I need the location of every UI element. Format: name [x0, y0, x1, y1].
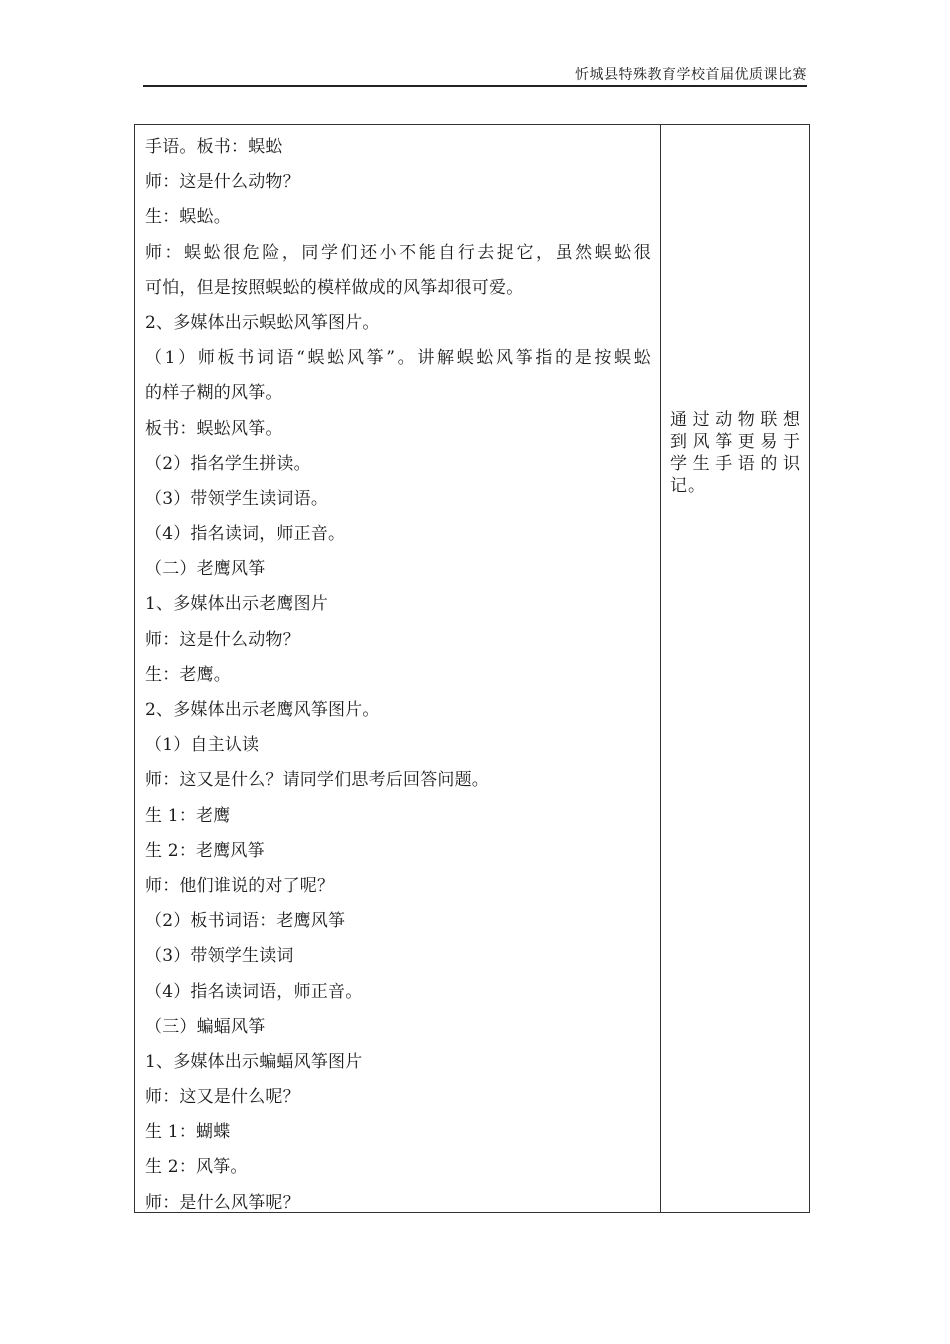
content-line: 生 1：蝴蝶: [145, 1122, 231, 1143]
content-line: 1、多媒体出示蝙蝠风筝图片: [145, 1051, 363, 1072]
content-line: 的样子糊的风筝。: [145, 383, 283, 404]
content-line: 2、多媒体出示蜈蚣风筝图片。: [145, 312, 380, 333]
lesson-content-column: [135, 125, 661, 1212]
content-line: 师：这又是什么？请同学们思考后回答问题。: [145, 770, 489, 791]
content-line: 师：这是什么动物？: [145, 172, 300, 193]
content-line: 手语。板书：蜈蚣: [145, 137, 283, 157]
content-line: （2）指名学生拼读。: [145, 453, 311, 474]
content-line: 可怕，但是按照蜈蚣的模样做成的风筝却很可爱。: [145, 277, 524, 298]
content-line: （二）老鹰风筝: [145, 559, 266, 580]
page-header-title: 忻城县特殊教育学校首届优质课比赛: [575, 67, 807, 83]
header-rule: [143, 85, 807, 87]
lesson-table: [134, 124, 810, 1213]
content-line: 板书：蜈蚣风筝。: [145, 418, 283, 439]
content-line: 师：蜈蚣很危险，同学们还小不能自行去捉它，虽然蜈蚣很: [145, 242, 651, 263]
content-line: （3）带领学生读词: [145, 946, 294, 967]
content-line: 1、多媒体出示老鹰图片: [145, 594, 329, 615]
content-line: （3）带领学生读词语。: [145, 488, 329, 509]
content-line: 生 2：风筝。: [145, 1157, 248, 1178]
content-line: 生：老鹰。: [145, 664, 231, 685]
content-line: 师：这又是什么呢？: [145, 1087, 300, 1108]
content-line: 2、多媒体出示老鹰风筝图片。: [145, 700, 380, 720]
content-line: （4）指名读词，师正音。: [145, 524, 346, 545]
design-intent-column: [661, 125, 809, 1212]
side-note-line: 到风筝更易于: [670, 432, 801, 452]
side-note-line: 记。: [670, 476, 706, 496]
content-line: 师：这是什么动物？: [145, 629, 300, 650]
content-line: 师：是什么风筝呢？: [145, 1192, 300, 1213]
side-note-line: 学生手语的识: [670, 454, 801, 474]
content-line: （4）指名读词语，师正音。: [145, 981, 363, 1002]
content-line: （1）自主认读: [145, 735, 260, 756]
content-line: 师：他们谁说的对了呢？: [145, 875, 335, 896]
content-line: （2）板书词语：老鹰风筝: [145, 911, 346, 932]
content-line: （三）蝙蝠风筝: [145, 1016, 266, 1037]
side-note-line: 通过动物联想: [670, 410, 801, 430]
content-line: 生：蜈蚣。: [145, 207, 231, 228]
content-line: （1）师板书词语“蜈蚣风筝”。讲解蜈蚣风筝指的是按蜈蚣: [145, 348, 651, 369]
content-line: 生 2：老鹰风筝: [145, 840, 265, 861]
content-line: 生 1：老鹰: [145, 805, 231, 826]
